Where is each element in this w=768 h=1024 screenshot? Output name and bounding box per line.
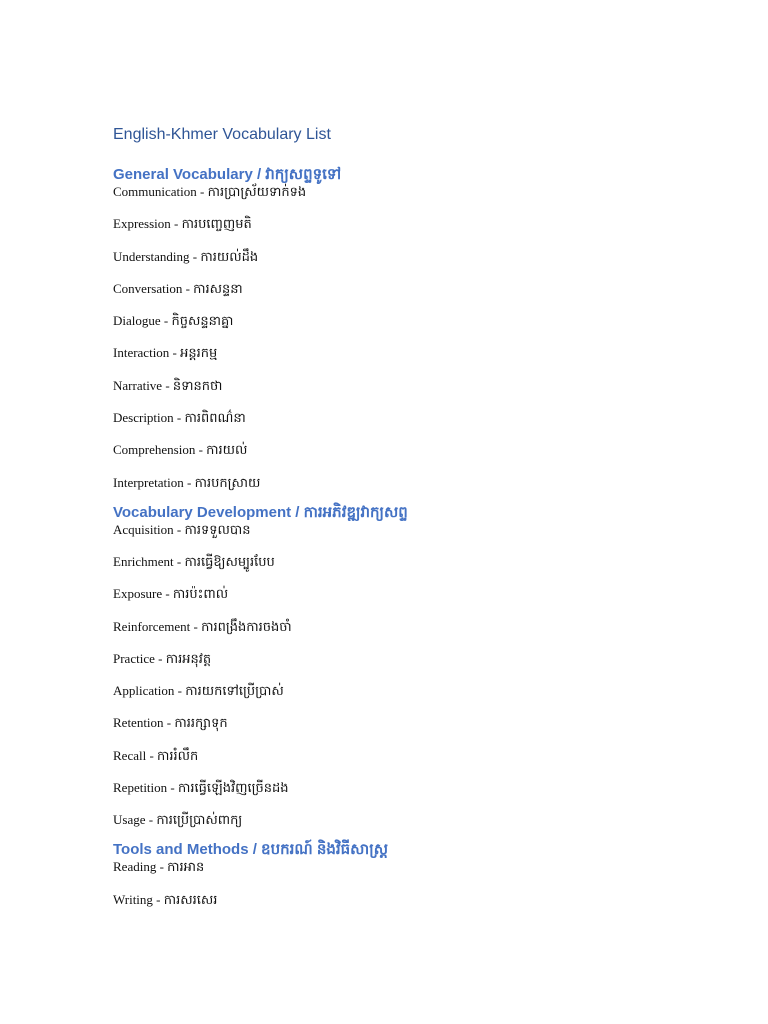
- list-item: Understanding - ការយល់ដឹង: [113, 248, 259, 264]
- list-item: Application - ការយកទៅប្រើប្រាស់: [113, 683, 284, 699]
- list-item: Comprehension - ការយល់: [113, 442, 248, 458]
- list-item: Expression - ការបញ្ចេញមតិ: [113, 216, 252, 232]
- list-item: Reinforcement - ការពង្រឹងការចងចាំ: [113, 618, 292, 634]
- list-item: Interaction - អន្តរកម្ម: [113, 345, 218, 361]
- list-item: Retention - ការរក្សាទុក: [113, 715, 228, 731]
- document-page: [113, 122, 733, 920]
- section-general-vocabulary: [113, 165, 733, 503]
- list-item: Acquisition - ការទទួលបាន: [113, 521, 251, 537]
- list-item: Exposure - ការប៉ះពាល់: [113, 586, 229, 602]
- list-item: Description - ការពិពណ៌នា: [113, 410, 246, 426]
- list-item: Repetition - ការធ្វើឡើងវិញច្រើនដង: [113, 780, 289, 796]
- list-item: Recall - ការរំលឹក: [113, 747, 199, 763]
- entry-list: [113, 860, 733, 919]
- document-title: English-Khmer Vocabulary List: [113, 126, 331, 143]
- section-heading: General Vocabulary / វាក្យសព្ទទូទៅ: [113, 166, 342, 183]
- section-heading: Vocabulary Development / ការអភិវឌ្ឍវាក្យសព្ទ: [113, 503, 408, 521]
- list-item: Writing - ការសរសេរ: [113, 891, 218, 907]
- list-item: Dialogue - កិច្ចសន្ទនាគ្នា: [113, 313, 234, 329]
- list-item: Reading - ការអាន: [113, 859, 205, 875]
- list-item: Usage - ការប្រើប្រាស់ពាក្យ: [113, 812, 243, 828]
- list-item: Practice - ការអនុវត្ត: [113, 650, 212, 666]
- section-tools-and-methods: [113, 840, 733, 919]
- list-item: Enrichment - ការធ្វើឱ្យសម្បូរបែប: [113, 553, 275, 569]
- section-heading: Tools and Methods / ឧបករណ៍ និងវិធីសាស្ត្រ: [113, 841, 388, 859]
- list-item: Conversation - ការសន្ទនា: [113, 280, 243, 296]
- entry-list: [113, 523, 733, 841]
- entry-list: [113, 185, 733, 503]
- list-item: Narrative - និទានកថា: [113, 377, 223, 393]
- list-item: Communication - ការប្រាស្រ័យទាក់ទង: [113, 184, 307, 199]
- section-vocabulary-development: [113, 503, 733, 841]
- list-item: Interpretation - ការបកស្រាយ: [113, 474, 261, 490]
